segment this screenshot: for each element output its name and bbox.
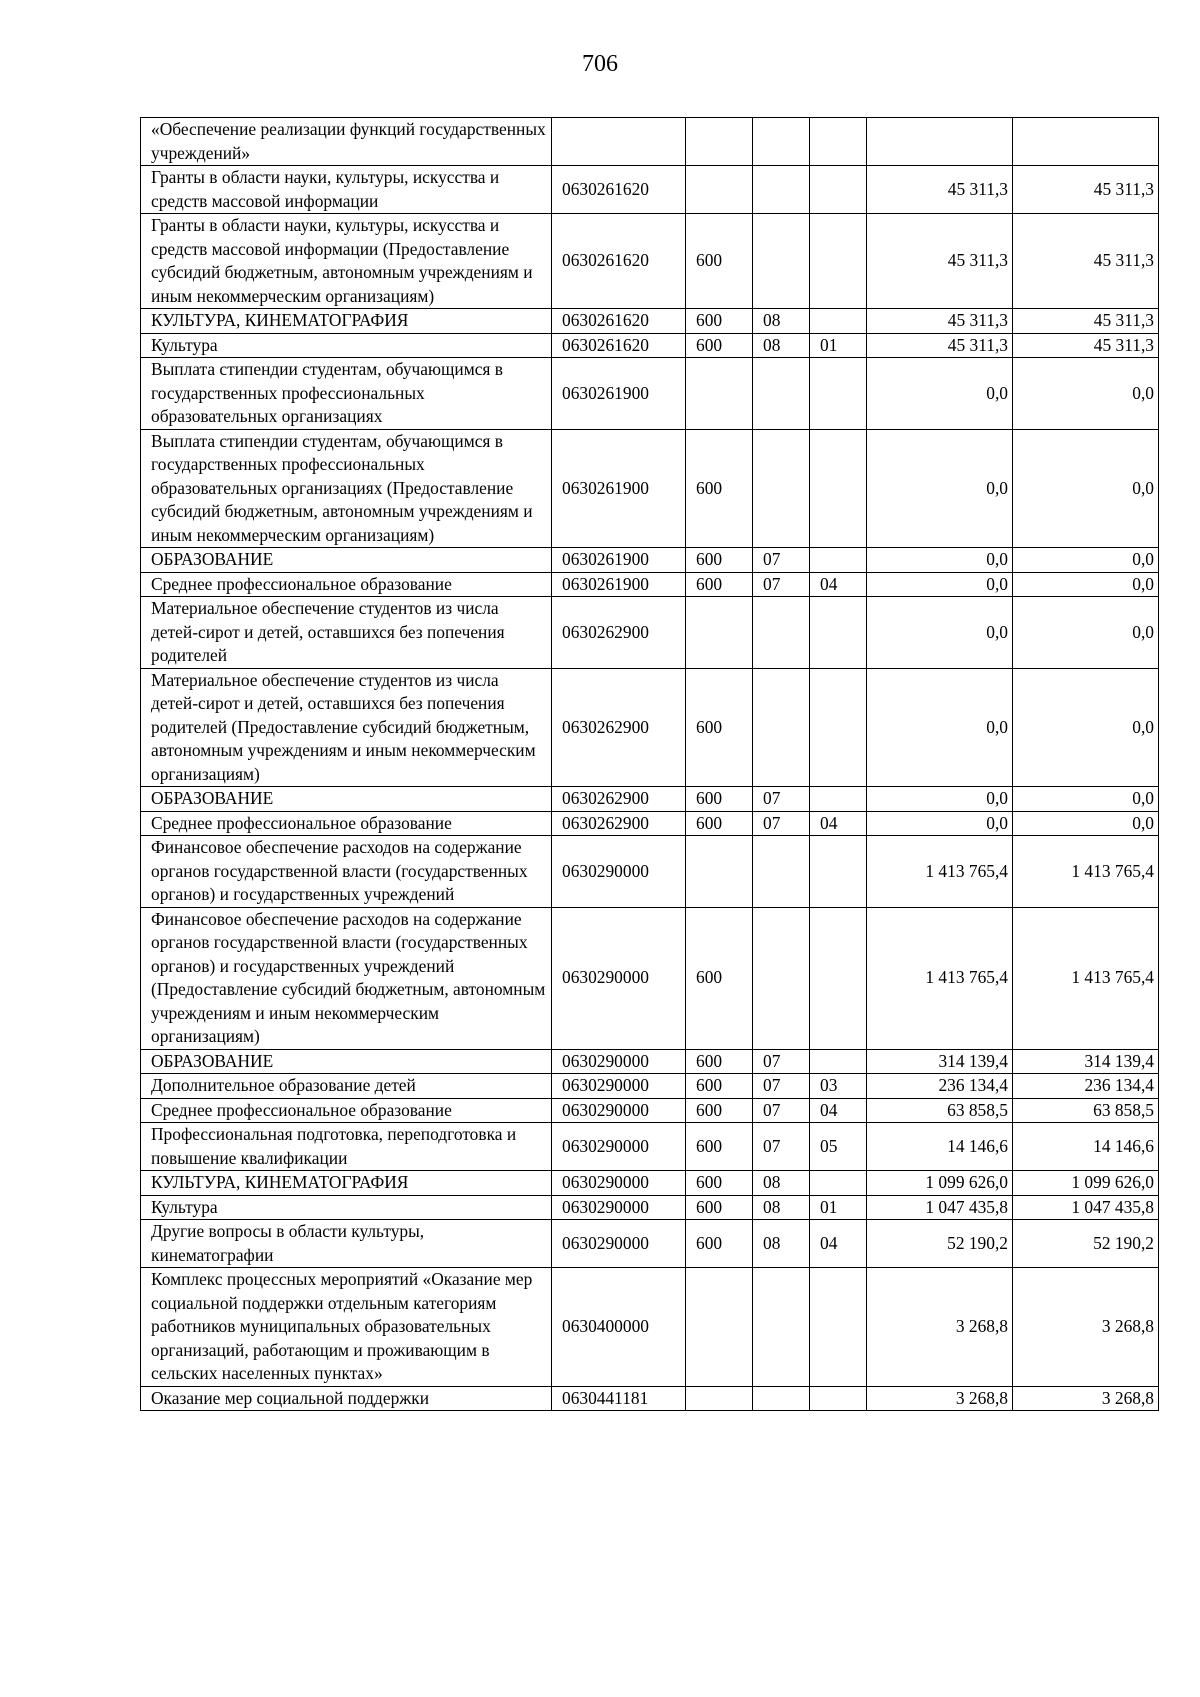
amount-year-2: 314 139,4	[1013, 1049, 1159, 1074]
target-code: 0630290000	[552, 1195, 686, 1220]
expense-type: 600	[686, 1074, 753, 1099]
row-name: Среднее профессиональное образование	[141, 1098, 552, 1123]
amount-year-1: 0,0	[867, 668, 1013, 787]
row-name: Гранты в области науки, культуры, искусства и средств массовой информации (Предоставление субсидий бюджетным, автономным учреждениям и иным некоммерческим организациям)	[141, 214, 552, 309]
target-code: 0630290000	[552, 1171, 686, 1196]
row-name: ОБРАЗОВАНИЕ	[141, 787, 552, 812]
table-row	[141, 907, 1159, 1049]
section	[753, 429, 810, 548]
amount-year-2: 1 099 626,0	[1013, 1171, 1159, 1196]
expense-type: 600	[686, 787, 753, 812]
amount-year-2: 45 311,3	[1013, 333, 1159, 358]
amount-year-2: 1 413 765,4	[1013, 836, 1159, 908]
expense-type	[686, 836, 753, 908]
section: 07	[753, 1098, 810, 1123]
subsection	[810, 907, 867, 1049]
section: 08	[753, 1220, 810, 1268]
row-name: КУЛЬТУРА, КИНЕМАТОГРАФИЯ	[141, 309, 552, 334]
row-name: Комплекс процессных мероприятий «Оказание мер социальной поддержки отдельным категориям работников муниципальных образовательных организаций, работающим и проживающим в сельских населенных пунктах»	[141, 1268, 552, 1387]
table-row	[141, 214, 1159, 309]
expense-type: 600	[686, 429, 753, 548]
row-name: Выплата стипендии студентам, обучающимся в государственных профессиональных образовательных организациях	[141, 358, 552, 430]
section: 07	[753, 548, 810, 573]
table-row	[141, 548, 1159, 573]
amount-year-1: 0,0	[867, 811, 1013, 836]
amount-year-1: 0,0	[867, 597, 1013, 669]
amount-year-1: 45 311,3	[867, 166, 1013, 214]
subsection	[810, 597, 867, 669]
section	[753, 1386, 810, 1411]
amount-year-2: 45 311,3	[1013, 309, 1159, 334]
amount-year-2: 0,0	[1013, 358, 1159, 430]
expense-type: 600	[686, 1049, 753, 1074]
subsection: 01	[810, 333, 867, 358]
subsection	[810, 1386, 867, 1411]
table-row	[141, 811, 1159, 836]
subsection: 04	[810, 1098, 867, 1123]
expense-type: 600	[686, 1195, 753, 1220]
section	[753, 907, 810, 1049]
expense-type	[686, 358, 753, 430]
table-row	[141, 166, 1159, 214]
target-code: 0630290000	[552, 1074, 686, 1099]
amount-year-2	[1013, 118, 1159, 166]
amount-year-2: 0,0	[1013, 811, 1159, 836]
amount-year-1: 314 139,4	[867, 1049, 1013, 1074]
row-name: Культура	[141, 333, 552, 358]
subsection	[810, 309, 867, 334]
budget-table-body	[141, 118, 1159, 1411]
row-name: «Обеспечение реализации функций государственных учреждений»	[141, 118, 552, 166]
amount-year-1: 45 311,3	[867, 214, 1013, 309]
amount-year-1: 0,0	[867, 358, 1013, 430]
table-row	[141, 118, 1159, 166]
expense-type: 600	[686, 811, 753, 836]
table-row	[141, 309, 1159, 334]
subsection	[810, 1268, 867, 1387]
target-code: 0630261620	[552, 309, 686, 334]
target-code: 0630261900	[552, 548, 686, 573]
target-code: 0630290000	[552, 1220, 686, 1268]
section	[753, 836, 810, 908]
amount-year-2: 0,0	[1013, 429, 1159, 548]
table-row	[141, 1268, 1159, 1387]
section	[753, 166, 810, 214]
row-name: Среднее профессиональное образование	[141, 572, 552, 597]
row-name: Материальное обеспечение студентов из числа детей-сирот и детей, оставшихся без попечения родителей (Предоставление субсидий бюджетным, автономным учреждениям и иным некоммерческим организациям)	[141, 668, 552, 787]
section: 08	[753, 1171, 810, 1196]
amount-year-2: 52 190,2	[1013, 1220, 1159, 1268]
amount-year-2: 1 047 435,8	[1013, 1195, 1159, 1220]
target-code: 0630261900	[552, 358, 686, 430]
table-row	[141, 836, 1159, 908]
table-row	[141, 572, 1159, 597]
row-name: Выплата стипендии студентам, обучающимся в государственных профессиональных образовательных организациях (Предоставление субсидий бюджетным, автономным учреждениям и иным некоммерческим организациям)	[141, 429, 552, 548]
expense-type: 600	[686, 668, 753, 787]
row-name: Финансовое обеспечение расходов на содержание органов государственной власти (государственных органов) и государственных учреждений	[141, 836, 552, 908]
table-row	[141, 787, 1159, 812]
table-row	[141, 1220, 1159, 1268]
amount-year-2: 0,0	[1013, 548, 1159, 573]
table-row	[141, 1123, 1159, 1171]
expense-type	[686, 597, 753, 669]
target-code: 0630262900	[552, 597, 686, 669]
target-code: 0630290000	[552, 907, 686, 1049]
row-name: ОБРАЗОВАНИЕ	[141, 1049, 552, 1074]
expense-type: 600	[686, 333, 753, 358]
subsection	[810, 166, 867, 214]
table-row	[141, 1074, 1159, 1099]
row-name: Дополнительное образование детей	[141, 1074, 552, 1099]
table-row	[141, 1171, 1159, 1196]
expense-type: 600	[686, 1220, 753, 1268]
section	[753, 1268, 810, 1387]
target-code: 0630261620	[552, 166, 686, 214]
amount-year-1: 0,0	[867, 787, 1013, 812]
section: 08	[753, 333, 810, 358]
amount-year-1: 63 858,5	[867, 1098, 1013, 1123]
budget-table	[140, 117, 1159, 1411]
table-row	[141, 333, 1159, 358]
expense-type	[686, 1386, 753, 1411]
row-name: Финансовое обеспечение расходов на содержание органов государственной власти (государственных органов) и государственных учреждений (Предоставление субсидий бюджетным, автономным учреждениям и иным некоммерческим организациям)	[141, 907, 552, 1049]
amount-year-2: 14 146,6	[1013, 1123, 1159, 1171]
expense-type: 600	[686, 1171, 753, 1196]
amount-year-1: 1 413 765,4	[867, 836, 1013, 908]
table-row	[141, 1386, 1159, 1411]
target-code: 0630261620	[552, 214, 686, 309]
expense-type	[686, 166, 753, 214]
section: 07	[753, 811, 810, 836]
row-name: Оказание мер социальной поддержки	[141, 1386, 552, 1411]
row-name: Другие вопросы в области культуры, кинематографии	[141, 1220, 552, 1268]
subsection	[810, 548, 867, 573]
subsection	[810, 429, 867, 548]
amount-year-1: 3 268,8	[867, 1386, 1013, 1411]
table-row	[141, 1098, 1159, 1123]
section: 07	[753, 787, 810, 812]
amount-year-2: 3 268,8	[1013, 1268, 1159, 1387]
target-code: 0630290000	[552, 1123, 686, 1171]
page-number: 706	[582, 51, 618, 77]
amount-year-2: 0,0	[1013, 787, 1159, 812]
section	[753, 118, 810, 166]
expense-type: 600	[686, 907, 753, 1049]
target-code: 0630290000	[552, 1098, 686, 1123]
target-code: 0630262900	[552, 811, 686, 836]
amount-year-2: 3 268,8	[1013, 1386, 1159, 1411]
amount-year-2: 45 311,3	[1013, 214, 1159, 309]
amount-year-1: 45 311,3	[867, 309, 1013, 334]
target-code: 0630441181	[552, 1386, 686, 1411]
amount-year-2: 1 413 765,4	[1013, 907, 1159, 1049]
expense-type	[686, 118, 753, 166]
amount-year-1: 0,0	[867, 572, 1013, 597]
amount-year-2: 0,0	[1013, 668, 1159, 787]
target-code: 0630261900	[552, 572, 686, 597]
amount-year-2: 0,0	[1013, 597, 1159, 669]
target-code	[552, 118, 686, 166]
row-name: ОБРАЗОВАНИЕ	[141, 548, 552, 573]
subsection	[810, 1171, 867, 1196]
expense-type: 600	[686, 548, 753, 573]
subsection	[810, 1049, 867, 1074]
table-row	[141, 597, 1159, 669]
target-code: 0630290000	[552, 1049, 686, 1074]
section	[753, 668, 810, 787]
row-name: КУЛЬТУРА, КИНЕМАТОГРАФИЯ	[141, 1171, 552, 1196]
amount-year-2: 236 134,4	[1013, 1074, 1159, 1099]
amount-year-2: 63 858,5	[1013, 1098, 1159, 1123]
subsection: 04	[810, 572, 867, 597]
table-row	[141, 429, 1159, 548]
expense-type: 600	[686, 309, 753, 334]
target-code: 0630400000	[552, 1268, 686, 1387]
target-code: 0630262900	[552, 787, 686, 812]
section: 08	[753, 309, 810, 334]
row-name: Гранты в области науки, культуры, искусства и средств массовой информации	[141, 166, 552, 214]
amount-year-1: 45 311,3	[867, 333, 1013, 358]
target-code: 0630261900	[552, 429, 686, 548]
expense-type: 600	[686, 214, 753, 309]
section: 08	[753, 1195, 810, 1220]
amount-year-2: 45 311,3	[1013, 166, 1159, 214]
section	[753, 597, 810, 669]
subsection: 04	[810, 1220, 867, 1268]
amount-year-1	[867, 118, 1013, 166]
section: 07	[753, 1049, 810, 1074]
expense-type: 600	[686, 1098, 753, 1123]
subsection	[810, 836, 867, 908]
amount-year-1: 236 134,4	[867, 1074, 1013, 1099]
amount-year-2: 0,0	[1013, 572, 1159, 597]
expense-type: 600	[686, 572, 753, 597]
section	[753, 358, 810, 430]
amount-year-1: 3 268,8	[867, 1268, 1013, 1387]
row-name: Культура	[141, 1195, 552, 1220]
amount-year-1: 52 190,2	[867, 1220, 1013, 1268]
subsection	[810, 787, 867, 812]
amount-year-1: 1 413 765,4	[867, 907, 1013, 1049]
amount-year-1: 0,0	[867, 548, 1013, 573]
subsection	[810, 358, 867, 430]
row-name: Материальное обеспечение студентов из числа детей-сирот и детей, оставшихся без попечения родителей	[141, 597, 552, 669]
subsection	[810, 668, 867, 787]
target-code: 0630290000	[552, 836, 686, 908]
section: 07	[753, 1074, 810, 1099]
amount-year-1: 14 146,6	[867, 1123, 1013, 1171]
expense-type: 600	[686, 1123, 753, 1171]
target-code: 0630261620	[552, 333, 686, 358]
section	[753, 214, 810, 309]
subsection: 04	[810, 811, 867, 836]
target-code: 0630262900	[552, 668, 686, 787]
amount-year-1: 1 047 435,8	[867, 1195, 1013, 1220]
subsection	[810, 214, 867, 309]
subsection: 05	[810, 1123, 867, 1171]
table-row	[141, 358, 1159, 430]
table-row	[141, 1195, 1159, 1220]
section: 07	[753, 572, 810, 597]
row-name: Профессиональная подготовка, переподготовка и повышение квалификации	[141, 1123, 552, 1171]
amount-year-1: 1 099 626,0	[867, 1171, 1013, 1196]
table-row	[141, 1049, 1159, 1074]
subsection: 03	[810, 1074, 867, 1099]
table-row	[141, 668, 1159, 787]
section: 07	[753, 1123, 810, 1171]
amount-year-1: 0,0	[867, 429, 1013, 548]
expense-type	[686, 1268, 753, 1387]
subsection	[810, 118, 867, 166]
subsection: 01	[810, 1195, 867, 1220]
row-name: Среднее профессиональное образование	[141, 811, 552, 836]
